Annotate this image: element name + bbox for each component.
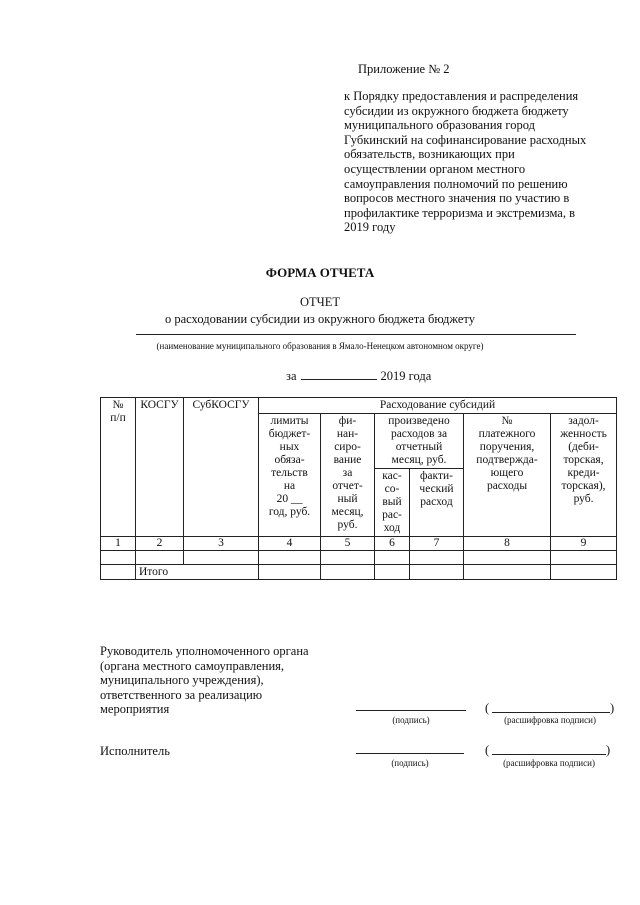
header-text: сиро-: [334, 441, 361, 453]
report-subtitle: о расходовании субсидии из окружного бюджета бюджету: [165, 312, 475, 326]
header-debt: [551, 414, 617, 537]
table-cell[interactable]: [259, 565, 321, 580]
executor-label: Исполнитель: [100, 744, 170, 758]
open-paren: (: [485, 743, 490, 757]
municipality-name-caption: (наименование муниципального образования в Ямало-Ненецком автономном округе): [156, 341, 484, 351]
report-period: [286, 369, 431, 384]
header-kosgu: КОСГУ: [136, 398, 184, 537]
executor-decode-line[interactable]: [492, 754, 606, 755]
header-text: подтвержда-: [476, 454, 538, 466]
header-text: торская),: [561, 480, 606, 492]
appendix-line: Губкинский на софинансирование расходных: [344, 132, 587, 147]
header-text: на: [283, 480, 296, 492]
table-cell[interactable]: [410, 565, 464, 580]
header-text: бюджет-: [268, 428, 311, 440]
header-produced: [375, 414, 464, 469]
header-text: расход: [420, 496, 453, 508]
header-actual-expense: [410, 469, 464, 537]
header-text: факти-: [419, 470, 453, 482]
column-number: 2: [136, 537, 184, 551]
header-text: задол-: [568, 415, 599, 427]
column-number: 1: [101, 537, 136, 551]
municipality-name-line[interactable]: [136, 334, 576, 335]
period-suffix: 2019 года: [380, 369, 432, 383]
executor-signature-line[interactable]: [356, 753, 464, 754]
column-number: 5: [321, 537, 375, 551]
total-row: [101, 565, 617, 580]
report-title: ОТЧЕТ: [299, 295, 341, 309]
appendix-line: самоуправления полномочий по решению: [344, 176, 568, 191]
header-text: со-: [384, 483, 400, 495]
header-text: 20 __: [276, 493, 303, 505]
column-number: 3: [184, 537, 259, 551]
open-paren: (: [485, 701, 490, 715]
table-cell[interactable]: [321, 551, 375, 565]
header-text: вый: [382, 496, 402, 508]
header-text: платежного: [478, 428, 536, 440]
header-text: ход: [383, 522, 401, 534]
table-cell[interactable]: [101, 551, 136, 565]
header-text: поручения,: [479, 441, 535, 453]
signature-label-line: ответственного за реализацию: [100, 687, 263, 702]
header-text: рас-: [382, 509, 402, 521]
header-text: торская,: [563, 454, 604, 466]
header-text: вание: [333, 454, 362, 466]
header-text: нан-: [336, 428, 359, 440]
header-text: отчетный: [395, 441, 443, 453]
column-number: 8: [464, 537, 551, 551]
appendix-line: осуществлении органом местного: [344, 161, 526, 176]
header-cash-expense: [375, 469, 410, 537]
table-cell[interactable]: [551, 565, 617, 580]
column-number: 6: [375, 537, 410, 551]
signature-label-line: муниципального учреждения),: [100, 673, 264, 687]
header-text: расходы: [486, 480, 528, 492]
header-financing: [321, 414, 375, 537]
header-text: женность: [560, 428, 607, 440]
close-paren: ): [606, 743, 611, 757]
header-text: месяц, руб.: [391, 454, 447, 466]
header-text: тельств: [271, 467, 308, 479]
header-text: №: [112, 399, 124, 411]
appendix-line: 2019 году: [344, 220, 396, 235]
header-text: (деби-: [568, 441, 599, 453]
head-decode-caption: (расшифровка подписи): [504, 715, 596, 725]
table-cell[interactable]: [551, 551, 617, 565]
table-cell[interactable]: [464, 565, 551, 580]
period-prefix: за: [286, 369, 297, 383]
header-text: лимиты: [270, 415, 309, 427]
header-text: год, руб.: [268, 506, 311, 518]
header-text: ных: [279, 441, 300, 453]
column-number: 9: [551, 537, 617, 551]
head-signature-label: [100, 644, 340, 717]
column-number: 4: [259, 537, 321, 551]
column-number: 7: [410, 537, 464, 551]
executor-signature-caption: (подпись): [391, 758, 429, 768]
table-cell[interactable]: [321, 565, 375, 580]
header-text: обяза-: [274, 454, 305, 466]
header-limits: [259, 414, 321, 537]
appendix-line: муниципального образования город: [344, 118, 535, 133]
header-text: расходов за: [390, 428, 448, 440]
header-subkosgu: СубКОСГУ: [184, 398, 259, 537]
signature-label-line: мероприятия: [100, 702, 170, 716]
signature-label-line: (органа местного самоуправления,: [100, 658, 285, 673]
header-text: за: [342, 467, 353, 479]
header-row-number: [101, 398, 136, 537]
appendix-line: к Порядку предоставления и распределения: [344, 89, 579, 103]
appendix-line: вопросов местного значения по участию в: [344, 191, 570, 206]
head-decode-line[interactable]: [492, 712, 610, 713]
report-table: [100, 397, 617, 580]
header-text: руб.: [573, 493, 594, 505]
header-text: креди-: [567, 467, 600, 479]
signature-label-line: Руководитель уполномоченного органа: [100, 644, 309, 658]
header-text: отчет-: [332, 480, 363, 492]
table-cell[interactable]: [375, 565, 410, 580]
table-cell[interactable]: [375, 551, 410, 565]
appendix-line: обязательств, возникающих при: [344, 147, 515, 162]
header-text: руб.: [337, 519, 358, 531]
period-month-blank[interactable]: [301, 369, 377, 380]
header-text: ный: [337, 493, 358, 505]
table-cell[interactable]: [464, 551, 551, 565]
table-cell: [101, 565, 136, 580]
header-spending-group: Расходование субсидий: [259, 398, 617, 414]
executor-decode-caption: (расшифровка подписи): [503, 758, 595, 768]
appendix-line: профилактике терроризма и экстремизма, в: [344, 205, 576, 220]
appendix-description: [344, 89, 614, 235]
header-text: произведено: [388, 415, 450, 427]
total-label: Итого: [136, 565, 259, 580]
head-signature-caption: (подпись): [392, 715, 430, 725]
head-signature-line[interactable]: [356, 710, 466, 711]
close-paren: ): [610, 701, 615, 715]
table-cell[interactable]: [259, 551, 321, 565]
table-row: [101, 551, 617, 565]
header-text: ческий: [419, 483, 454, 495]
appendix-line: субсидии из окружного бюджета бюджету: [344, 103, 569, 118]
header-text: фи-: [338, 415, 357, 427]
table-cell[interactable]: [184, 551, 259, 565]
table-cell[interactable]: [136, 551, 184, 565]
header-text: №: [501, 415, 513, 427]
header-payment-order: [464, 414, 551, 537]
header-text: кас-: [382, 470, 402, 482]
header-text: месяц,: [331, 506, 364, 518]
header-text: ющего: [490, 467, 524, 479]
table-cell[interactable]: [410, 551, 464, 565]
form-title: ФОРМА ОТЧЕТА: [265, 265, 375, 280]
appendix-title: Приложение № 2: [358, 62, 450, 76]
header-text: п/п: [110, 412, 126, 424]
